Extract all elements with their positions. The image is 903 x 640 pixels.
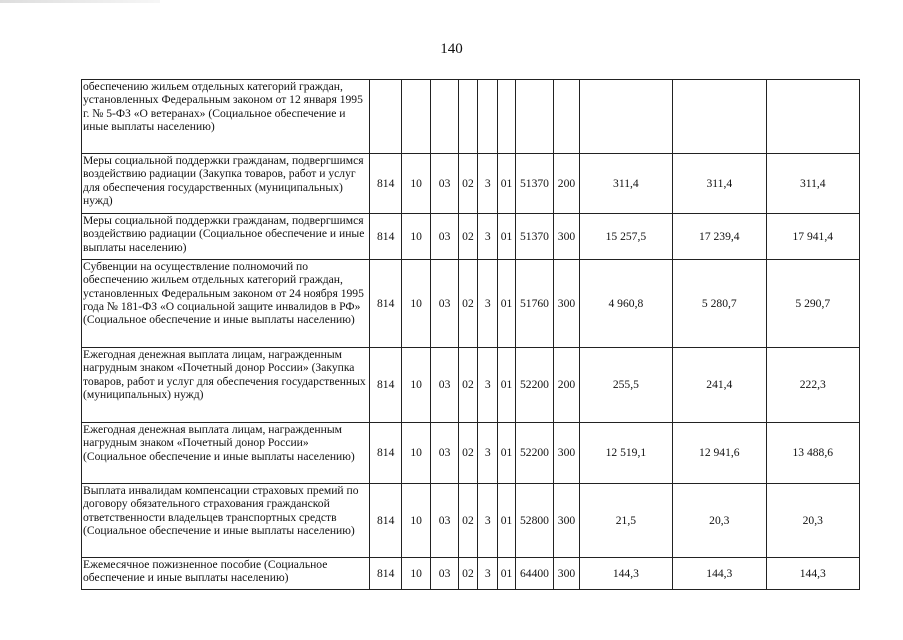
cell-sum-year1: 144,3 [579, 558, 672, 590]
cell-sum-year2: 12 941,6 [673, 423, 766, 484]
table-row [82, 214, 860, 260]
cell-csr-subprogram: 3 [478, 348, 498, 423]
cell-rz [401, 80, 430, 154]
cell-sum-year3: 311,4 [766, 154, 859, 214]
cell-csr-event: 01 [498, 558, 515, 590]
cell-csr-program: 02 [458, 423, 477, 484]
cell-rz: 10 [401, 154, 430, 214]
cell-csr-program [458, 80, 477, 154]
cell-ved: 814 [370, 154, 401, 214]
cell-sum-year3: 144,3 [766, 558, 859, 590]
cell-sum-year2: 17 239,4 [673, 214, 766, 260]
table-row [82, 80, 860, 154]
cell-vr: 300 [554, 214, 579, 260]
cell-rz: 10 [401, 484, 430, 558]
cell-ved [370, 80, 401, 154]
cell-csr-direction: 51760 [515, 260, 554, 348]
row-description: обеспечению жильем отдельных категорий граждан, установленных Федеральным законом от 12 января 1995 г. № 5-ФЗ «О ветеранах» (Социальное обеспечение и иные выплаты населению) [82, 80, 370, 154]
cell-ved: 814 [370, 214, 401, 260]
cell-pr [431, 80, 458, 154]
cell-csr-event: 01 [498, 484, 515, 558]
cell-rz: 10 [401, 558, 430, 590]
cell-csr-subprogram: 3 [478, 260, 498, 348]
budget-table [81, 79, 860, 590]
cell-vr: 200 [554, 348, 579, 423]
cell-rz: 10 [401, 348, 430, 423]
cell-csr-event: 01 [498, 423, 515, 484]
cell-sum-year3: 17 941,4 [766, 214, 859, 260]
cell-csr-program: 02 [458, 154, 477, 214]
cell-sum-year1: 255,5 [579, 348, 672, 423]
cell-csr-event: 01 [498, 260, 515, 348]
cell-sum-year1: 4 960,8 [579, 260, 672, 348]
cell-ved: 814 [370, 558, 401, 590]
table-row [82, 558, 860, 590]
row-description: Выплата инвалидам компенсации страховых премий по договору обязательного страхования гражданской ответственности владельцев транспортных средств (Социальное обеспечение и иные выплаты населению) [82, 484, 370, 558]
cell-sum-year1: 15 257,5 [579, 214, 672, 260]
cell-sum-year3: 13 488,6 [766, 423, 859, 484]
cell-vr: 300 [554, 423, 579, 484]
cell-ved: 814 [370, 348, 401, 423]
cell-sum-year2: 311,4 [673, 154, 766, 214]
cell-csr-subprogram: 3 [478, 214, 498, 260]
cell-vr: 300 [554, 558, 579, 590]
cell-csr-event [498, 80, 515, 154]
cell-rz: 10 [401, 423, 430, 484]
cell-sum-year1: 311,4 [579, 154, 672, 214]
cell-rz: 10 [401, 260, 430, 348]
cell-sum-year1: 21,5 [579, 484, 672, 558]
cell-csr-subprogram: 3 [478, 558, 498, 590]
cell-csr-subprogram: 3 [478, 154, 498, 214]
cell-vr: 300 [554, 260, 579, 348]
cell-csr-direction: 52800 [515, 484, 554, 558]
cell-csr-direction: 51370 [515, 154, 554, 214]
cell-csr-direction: 52200 [515, 348, 554, 423]
row-description: Субвенции на осуществление полномочий по обеспечению жильем отдельных категорий граждан, установленных Федеральным законом от 24 ноября 1995 года № 181-ФЗ «О социальной защите инвалидов в РФ» (Социальное обеспечение и иные выплаты населению) [82, 260, 370, 348]
cell-csr-direction: 52200 [515, 423, 554, 484]
cell-sum-year2: 20,3 [673, 484, 766, 558]
page-number: 140 [440, 41, 463, 57]
cell-vr: 200 [554, 154, 579, 214]
cell-vr: 300 [554, 484, 579, 558]
cell-sum-year2: 5 280,7 [673, 260, 766, 348]
row-description: Ежемесячное пожизненное пособие (Социальное обеспечение и иные выплаты населению) [82, 558, 370, 590]
table-row [82, 423, 860, 484]
cell-pr: 03 [431, 484, 458, 558]
cell-csr-direction [515, 80, 554, 154]
table-row [82, 348, 860, 423]
cell-sum-year2: 144,3 [673, 558, 766, 590]
cell-csr-direction: 64400 [515, 558, 554, 590]
cell-sum-year3: 222,3 [766, 348, 859, 423]
cell-vr [554, 80, 579, 154]
cell-csr-event: 01 [498, 214, 515, 260]
cell-ved: 814 [370, 260, 401, 348]
row-description: Меры социальной поддержки гражданам, подвергшимся воздействию радиации (Закупка товаров, работ и услуг для обеспечения государственных (муниципальных) нужд) [82, 154, 370, 214]
cell-csr-program: 02 [458, 214, 477, 260]
row-description: Ежегодная денежная выплата лицам, награжденным нагрудным знаком «Почетный донор России» (Социальное обеспечение и иные выплаты населению) [82, 423, 370, 484]
cell-sum-year3: 5 290,7 [766, 260, 859, 348]
cell-csr-subprogram: 3 [478, 484, 498, 558]
cell-sum-year1 [579, 80, 672, 154]
cell-pr: 03 [431, 154, 458, 214]
cell-csr-direction: 51370 [515, 214, 554, 260]
row-description: Ежегодная денежная выплата лицам, награжденным нагрудным знаком «Почетный донор России» (Закупка товаров, работ и услуг для обеспечения государственных (муниципальных) нужд) [82, 348, 370, 423]
table-row [82, 484, 860, 558]
cell-csr-program: 02 [458, 260, 477, 348]
cell-csr-subprogram [478, 80, 498, 154]
cell-pr: 03 [431, 558, 458, 590]
cell-sum-year1: 12 519,1 [579, 423, 672, 484]
cell-csr-subprogram: 3 [478, 423, 498, 484]
cell-csr-event: 01 [498, 348, 515, 423]
cell-csr-program: 02 [458, 484, 477, 558]
table-row [82, 260, 860, 348]
cell-csr-program: 02 [458, 558, 477, 590]
cell-sum-year2: 241,4 [673, 348, 766, 423]
cell-rz: 10 [401, 214, 430, 260]
cell-ved: 814 [370, 423, 401, 484]
cell-sum-year3: 20,3 [766, 484, 859, 558]
table-row [82, 154, 860, 214]
cell-pr: 03 [431, 423, 458, 484]
cell-pr: 03 [431, 348, 458, 423]
cell-sum-year3 [766, 80, 859, 154]
cell-csr-program: 02 [458, 348, 477, 423]
row-description: Меры социальной поддержки гражданам, подвергшимся воздействию радиации (Социальное обеспечение и иные выплаты населению) [82, 214, 370, 260]
cell-sum-year2 [673, 80, 766, 154]
cell-pr: 03 [431, 214, 458, 260]
cell-ved: 814 [370, 484, 401, 558]
cell-csr-event: 01 [498, 154, 515, 214]
scan-edge-mark [0, 0, 160, 3]
cell-pr: 03 [431, 260, 458, 348]
